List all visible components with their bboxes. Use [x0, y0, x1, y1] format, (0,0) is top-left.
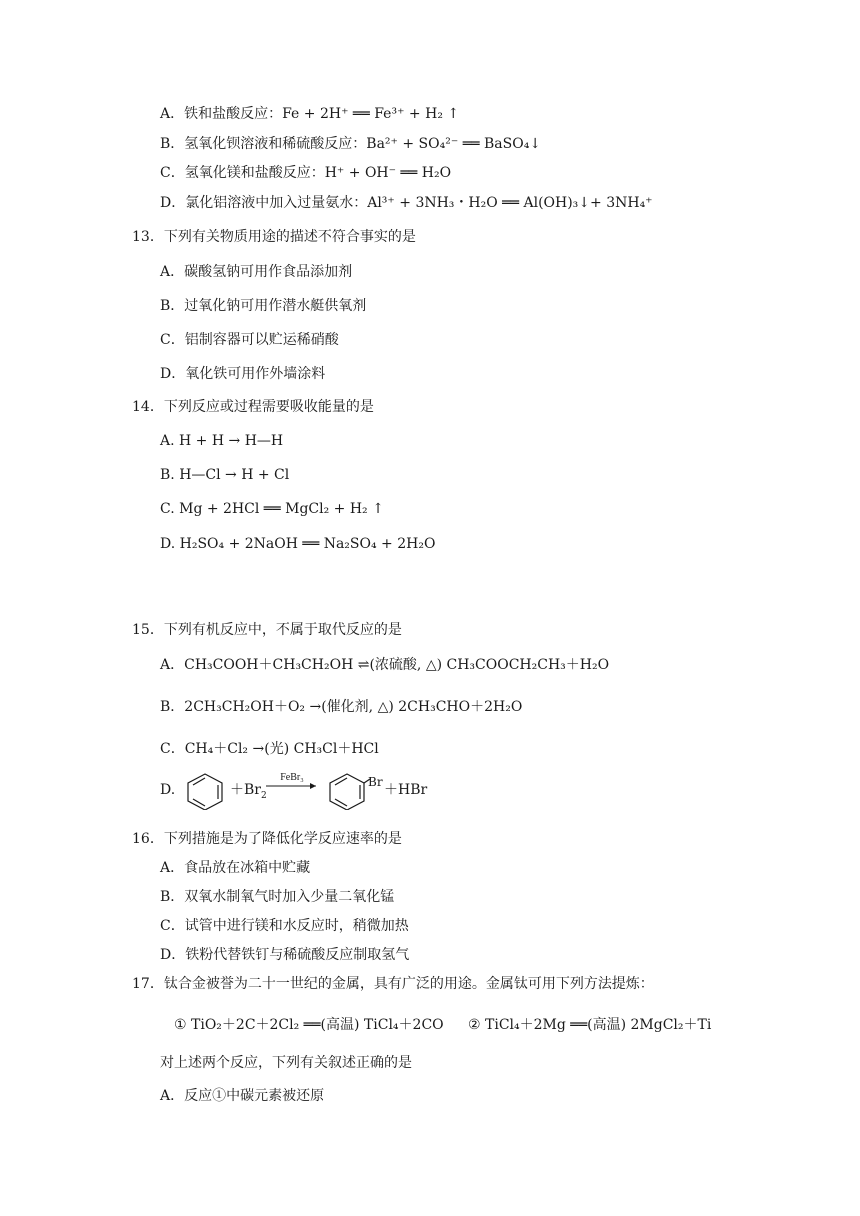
- plus-br2: $+Br_2$: [230, 782, 267, 801]
- q15-stem: 15．下列有机反应中，不属于取代反应的是: [132, 622, 402, 638]
- q12-option-d: D．氯化铝溶液中加入过量氨水：Al³⁺ + 3NH₃・H₂O ══ Al(OH)₃↓+ 3NH₄⁺: [160, 195, 653, 211]
- q15-option-c: C．CH₄＋Cl₂ →(光) CH₃Cl＋HCl: [160, 741, 379, 757]
- q12-option-b: B．氢氧化钡溶液和稀硫酸反应：Ba²⁺ + SO₄²⁻ ══ BaSO₄↓: [160, 136, 542, 152]
- q12-option-a: A．铁和盐酸反应：Fe + 2H⁺ ══ Fe³⁺ + H₂ ↑: [160, 106, 460, 122]
- br-substituent-label: Br: [368, 775, 383, 789]
- q16-option-d: D．铁粉代替铁钉与稀硫酸反应制取氢气: [160, 947, 410, 963]
- q17-equation-1: ① TiO₂＋2C＋2Cl₂ ══(高温) TiCl₄＋2CO: [174, 1017, 444, 1033]
- benzene-ring-icon: [182, 770, 228, 810]
- q17-equation-2: ② TiCl₄＋2Mg ══(高温) 2MgCl₂＋Ti: [468, 1017, 712, 1033]
- bromobenzene-ring-icon: [324, 770, 370, 810]
- q15-option-d-letter: D.: [160, 782, 176, 798]
- q14-option-b: B. H—Cl → H + Cl: [160, 467, 290, 483]
- q15-option-a: A．CH₃COOH＋CH₃CH₂OH ⇌(浓硫酸, △) CH₃COOCH₂CH₃＋H₂O: [160, 657, 610, 673]
- q14-option-d: D. H₂SO₄ + 2NaOH ══ Na₂SO₄ + 2H₂O: [160, 536, 436, 552]
- q17-stem: 17．钛合金被誉为二十一世纪的金属，具有广泛的用途。金属钛可用下列方法提炼：: [132, 976, 654, 992]
- q14-option-c: C. Mg + 2HCl ══ MgCl₂ + H₂ ↑: [160, 501, 384, 517]
- q17-question: 对上述两个反应，下列有关叙述正确的是: [160, 1055, 412, 1071]
- q13-stem: 13．下列有关物质用途的描述不符合事实的是: [132, 229, 416, 245]
- q13-option-b: B．过氧化钠可用作潜水艇供氧剂: [160, 298, 367, 314]
- q13-option-c: C．铝制容器可以贮运稀硝酸: [160, 332, 339, 348]
- cond-febr3-label: FeBr₃: [280, 772, 304, 783]
- q17-option-a: A．反应①中碳元素被还原: [160, 1088, 325, 1104]
- plus-hbr: ＋HBr: [384, 782, 428, 798]
- q16-stem: 16．下列措施是为了降低化学反应速率的是: [132, 831, 402, 847]
- q15-option-b: B．2CH₃CH₂OH＋O₂ →(催化剂, △) 2CH₃CHO＋2H₂O: [160, 699, 523, 715]
- q13-option-a: A．碳酸氢钠可用作食品添加剂: [160, 264, 353, 280]
- q16-option-a: A．食品放在冰箱中贮藏: [160, 860, 311, 876]
- q14-stem: 14．下列反应或过程需要吸收能量的是: [132, 399, 374, 415]
- q16-option-b: B．双氧水制氧气时加入少量二氧化锰: [160, 889, 395, 905]
- q12-option-c: C．氢氧化镁和盐酸反应：H⁺ + OH⁻ ══ H₂O: [160, 165, 452, 181]
- reaction-arrow-icon: [264, 770, 320, 800]
- q13-option-d: D．氧化铁可用作外墙涂料: [160, 366, 326, 382]
- q16-option-c: C．试管中进行镁和水反应时，稍微加热: [160, 918, 409, 934]
- q15-option-d: [160, 772, 760, 804]
- q14-option-a: A. H + H → H—H: [160, 433, 284, 449]
